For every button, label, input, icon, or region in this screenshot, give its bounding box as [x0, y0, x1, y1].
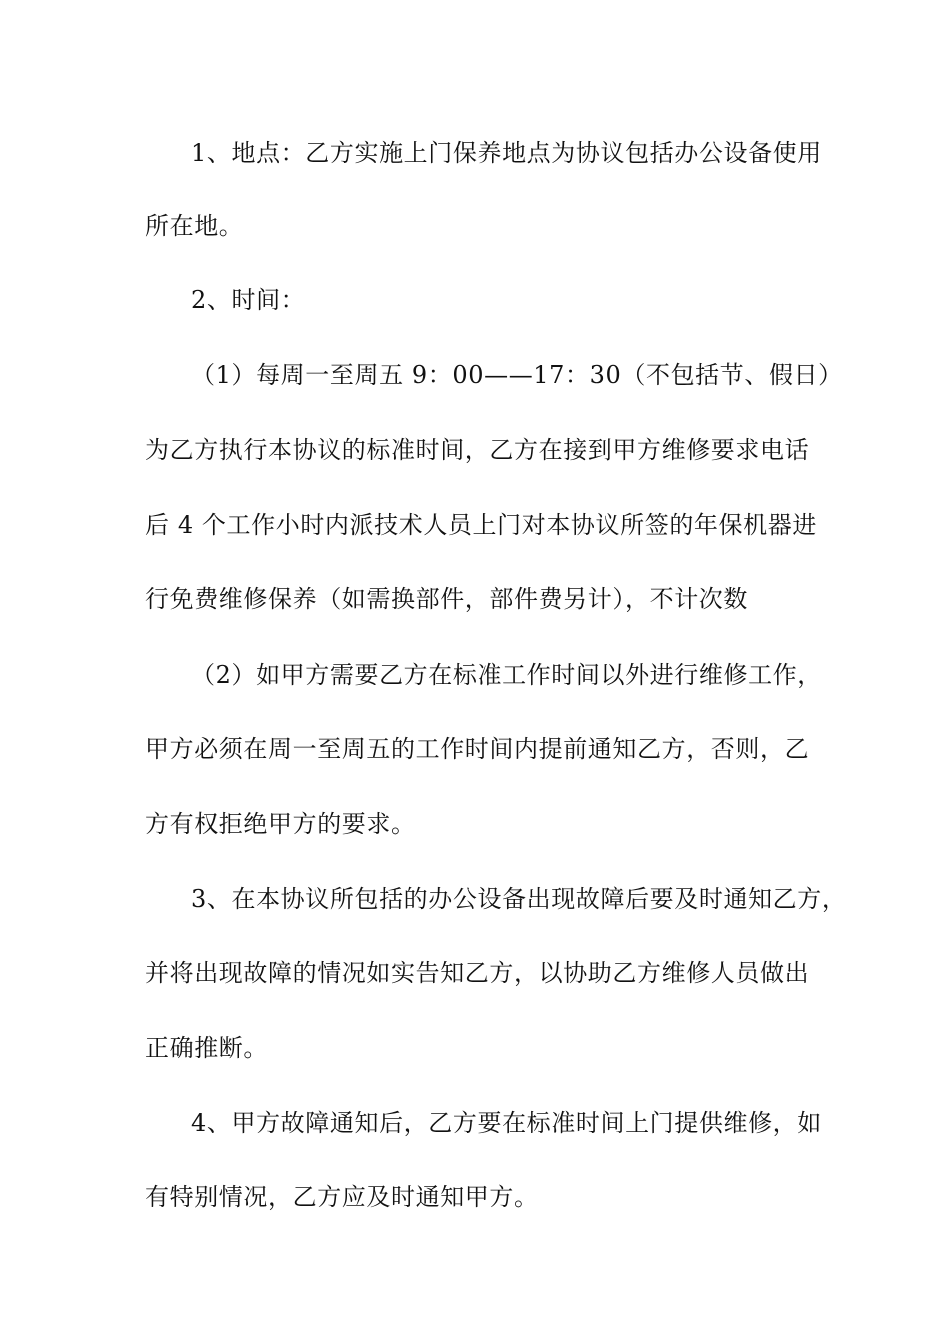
text-line: 3、在本协议所包括的办公设备出现故障后要及时通知乙方， — [191, 885, 847, 913]
text-line: 正确推断。 — [145, 1034, 268, 1062]
text-line: 甲方必须在周一至周五的工作时间内提前通知乙方，否则，乙 — [145, 735, 810, 763]
text-line: 并将出现故障的情况如实告知乙方，以协助乙方维修人员做出 — [145, 959, 810, 987]
text-line: 2、时间： — [191, 286, 306, 314]
text-line: 行免费维修保养（如需换部件，部件费另计），不计次数 — [145, 585, 748, 613]
text-line: 所在地。 — [145, 212, 244, 240]
text-line: （1）每周一至周五 9：00——17：30（不包括节、假日） — [191, 361, 843, 389]
text-line: （2）如甲方需要乙方在标准工作时间以外进行维修工作， — [191, 661, 822, 689]
text-line: 4、甲方故障通知后，乙方要在标准时间上门提供维修，如 — [191, 1109, 822, 1137]
text-line: 1、地点：乙方实施上门保养地点为协议包括办公设备使用 — [191, 139, 822, 167]
text-line: 有特别情况，乙方应及时通知甲方。 — [145, 1183, 539, 1211]
text-line: 后 4 个工作小时内派技术人员上门对本协议所签的年保机器进 — [145, 511, 817, 539]
text-line: 方有权拒绝甲方的要求。 — [145, 810, 416, 838]
text-line: 为乙方执行本协议的标准时间，乙方在接到甲方维修要求电话 — [145, 436, 810, 464]
